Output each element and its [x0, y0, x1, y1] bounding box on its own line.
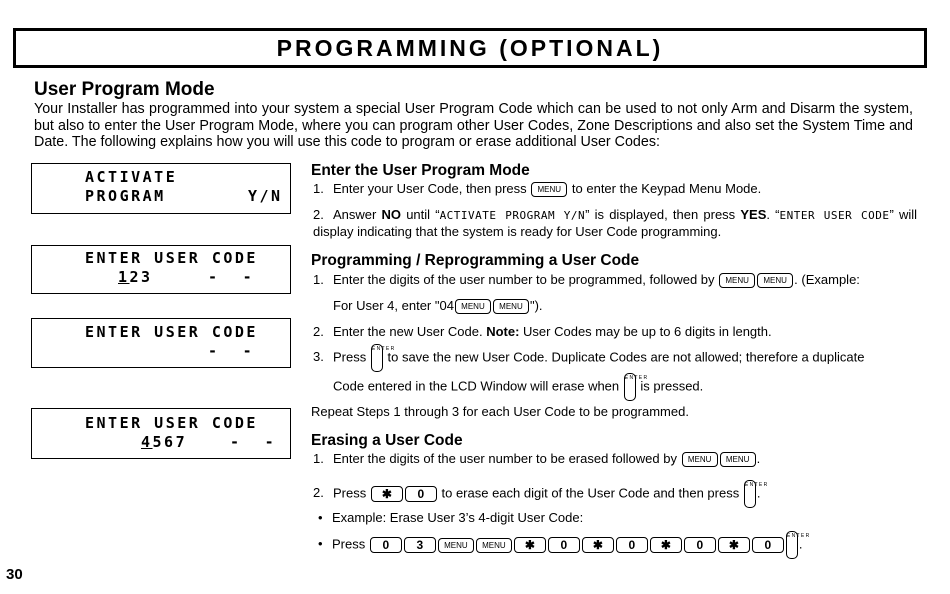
- erase-bullet-2: [318, 531, 810, 559]
- lcd-enter-user-code-2: [31, 318, 291, 368]
- step-text: to erase each digit of the User Code and then press: [441, 485, 740, 501]
- enter-key-icon: E N T E R: [786, 531, 798, 559]
- menu-key-icon: MENU: [476, 538, 512, 553]
- reprogram-step-2: [313, 324, 772, 340]
- step-text: Enter your User Code, then press: [333, 181, 527, 196]
- step-number: 1.: [313, 272, 324, 287]
- lcd-line1: ENTER USER CODE: [85, 323, 258, 341]
- yes-key-label: YES: [740, 207, 767, 222]
- lcd-digits: 567: [152, 433, 188, 451]
- enter-key-icon: E N T E R: [744, 480, 756, 508]
- menu-key-icon: MENU: [493, 299, 529, 314]
- erase-step-2: [313, 480, 768, 508]
- page-number: 30: [6, 566, 23, 583]
- lcd-line1: ACTIVATE: [85, 168, 178, 186]
- lcd-line2: PROGRAM: [85, 187, 166, 205]
- step-text: until “: [401, 207, 440, 222]
- zero-key-icon: 0: [370, 537, 402, 553]
- lcd-text: ENTER USER CODE: [779, 209, 890, 222]
- lcd-dashes: - -: [230, 433, 277, 451]
- lcd-line1: ENTER USER CODE: [85, 414, 258, 432]
- menu-key-icon: MENU: [682, 452, 718, 467]
- step-text: ” is displayed, then press: [585, 207, 741, 222]
- star-key-icon: ✱: [514, 537, 546, 553]
- heading-reprogram: Programming / Reprogramming a User Code: [311, 252, 640, 269]
- bullet-text: Example: Erase User 3’s 4-digit User Code:: [332, 510, 584, 525]
- lcd-dashes: - -: [208, 268, 255, 286]
- reprogram-step-3-cont: [333, 373, 703, 401]
- note-label: Note:: [486, 324, 520, 339]
- erase-step-1: [313, 451, 760, 467]
- reprogram-step-1-example: [333, 298, 543, 314]
- erase-bullet-1: [318, 510, 583, 526]
- step-number: 1.: [313, 451, 324, 466]
- lcd-line2: [118, 268, 153, 286]
- step-text: User Codes may be up to 6 digits in length.: [519, 324, 772, 339]
- lcd-line2: [141, 433, 187, 451]
- bullet-text: Press: [332, 536, 366, 552]
- bullet-text: .: [798, 536, 803, 552]
- step-text: . (Example:: [794, 272, 860, 287]
- lcd-activate-program: [31, 163, 291, 214]
- zero-key-icon: 0: [405, 486, 437, 502]
- lcd-line1: ENTER USER CODE: [85, 249, 258, 267]
- step-text: Enter the new User Code.: [333, 324, 487, 339]
- step-text: . “: [766, 207, 780, 222]
- lcd-line2-yn: Y/N: [248, 187, 283, 205]
- lcd-enter-user-code-3: [31, 408, 291, 459]
- section-title: User Program Mode: [34, 79, 215, 100]
- zero-key-icon: 0: [616, 537, 648, 553]
- three-key-icon: 3: [404, 537, 436, 553]
- menu-key-icon: MENU: [531, 182, 567, 197]
- zero-key-icon: 0: [684, 537, 716, 553]
- menu-key-icon: MENU: [438, 538, 474, 553]
- step-text: .: [756, 451, 761, 466]
- reprogram-step-3: [313, 344, 864, 372]
- step-number: 2.: [313, 324, 324, 339]
- step-text: is pressed.: [640, 378, 704, 394]
- step-text: Code entered in the LCD Window will erase when: [333, 378, 620, 394]
- heading-erase: Erasing a User Code: [311, 432, 463, 449]
- lcd-text: ACTIVATE PROGRAM Y/N: [439, 209, 586, 222]
- no-key-label: NO: [381, 207, 402, 222]
- menu-key-icon: MENU: [757, 273, 793, 288]
- step-text: ").: [529, 298, 543, 313]
- step-text: Press: [333, 349, 367, 365]
- lcd-cursor-digit: 1: [118, 268, 130, 286]
- step-text: to enter the Keypad Menu Mode.: [571, 181, 762, 196]
- step-text: ” will display indicating that the system is ready for User Code programming.: [313, 207, 918, 239]
- lcd-dashes: - -: [208, 342, 255, 360]
- star-key-icon: ✱: [582, 537, 614, 553]
- step-text: .: [756, 485, 761, 501]
- lcd-cursor-digit: 4: [141, 433, 153, 451]
- step-number: 1.: [313, 181, 324, 196]
- enter-mode-step-1: [313, 181, 761, 197]
- step-text: For User 4, enter "04: [333, 298, 454, 313]
- menu-key-icon: MENU: [719, 273, 755, 288]
- star-key-icon: ✱: [650, 537, 682, 553]
- bullet-icon: •: [318, 536, 323, 552]
- bullet-icon: •: [318, 510, 323, 525]
- lcd-digits: 23: [129, 268, 153, 286]
- intro-paragraph: Your Installer has programmed into your system a special User Program Code which can be used to not only Arm and Disarm the system, but also to enter the User Program Mode, where you can program other User Codes, Zone Descriptions and also set the System Time and Date. The following explains how you will use this code to program or erase additional User Codes:: [34, 101, 913, 150]
- zero-key-icon: 0: [752, 537, 784, 553]
- step-number: 3.: [313, 349, 324, 365]
- star-key-icon: ✱: [718, 537, 750, 553]
- step-text: Enter the digits of the user number to be erased followed by: [333, 451, 677, 466]
- reprogram-step-1: [313, 272, 860, 288]
- menu-key-icon: MENU: [720, 452, 756, 467]
- step-number: 2.: [313, 207, 324, 222]
- enter-key-icon: E N T E R: [624, 373, 636, 401]
- page-banner: PROGRAMMING (OPTIONAL): [13, 28, 927, 68]
- heading-enter-mode: Enter the User Program Mode: [311, 162, 530, 179]
- zero-key-icon: 0: [548, 537, 580, 553]
- enter-mode-step-2: [313, 207, 917, 240]
- lcd-enter-user-code-1: [31, 245, 291, 294]
- step-number: 2.: [313, 485, 324, 501]
- step-text: Enter the digits of the user number to be programmed, followed by: [333, 272, 715, 287]
- enter-key-icon: E N T E R: [371, 344, 383, 372]
- repeat-note: Repeat Steps 1 through 3 for each User Code to be programmed.: [311, 404, 689, 419]
- step-text: Answer: [333, 207, 382, 222]
- star-key-icon: ✱: [371, 486, 403, 502]
- step-text: to save the new User Code. Duplicate Codes are not allowed; therefore a duplicate: [387, 349, 865, 365]
- menu-key-icon: MENU: [455, 299, 491, 314]
- step-text: Press: [333, 485, 367, 501]
